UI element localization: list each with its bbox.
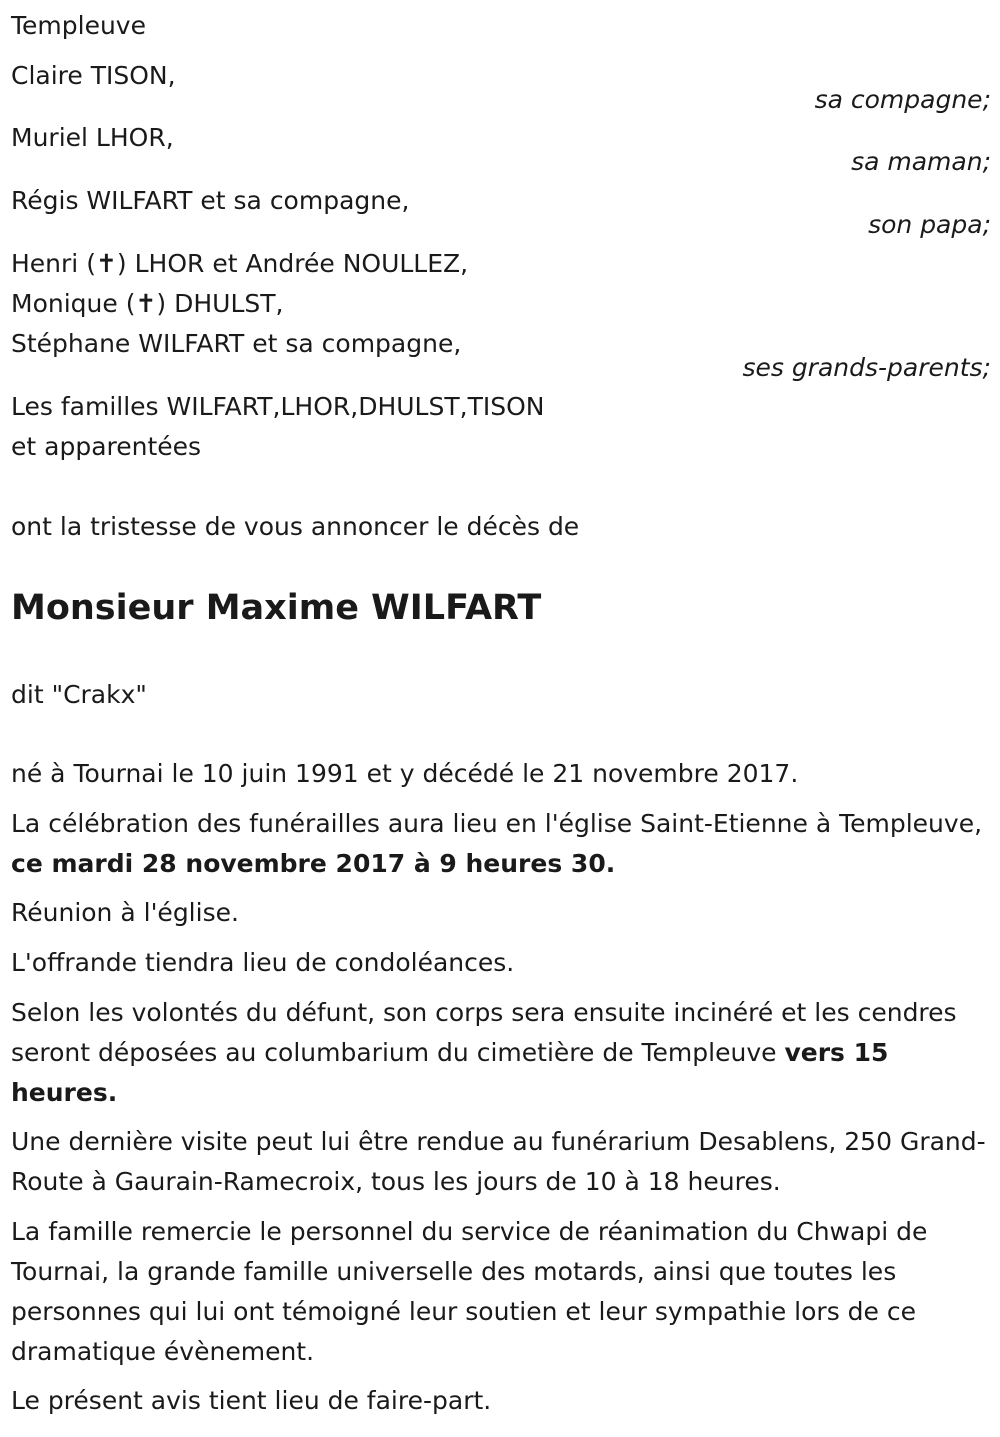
location: Templeuve [11,11,146,40]
meeting: Réunion à l'église. [11,898,239,927]
families-line-1: Les familles WILFART,LHOR,DHULST,TISON [11,392,545,421]
partner-role: sa compagne; [814,85,991,114]
mother-name: Muriel LHOR, [11,123,174,152]
closing: Le présent avis tient lieu de faire-part. [11,1386,492,1415]
grandparents-line-3: Stéphane WILFART et sa compagne, [11,329,462,358]
cremation-time: vers 15 heures. [11,1038,889,1107]
visit-paragraph: Une dernière visite peut lui être rendue au funérarium Desablens, 250 Grand-Route à Gaurain-Ramecroix, tous les jours de 10 à 18 heures. [11,1127,986,1196]
funeral-datetime: ce mardi 28 novembre 2017 à 9 heures 30. [11,849,616,878]
birth-death: né à Tournai le 10 juin 1991 et y décédé le 21 novembre 2017. [11,759,799,788]
thanks-paragraph: La famille remercie le personnel du service de réanimation du Chwapi de Tournai, la grande famille universelle des motards, ainsi que toutes les personnes qui lui ont témoigné leur soutien et leur sympathie lors de ce dramatique évènement. [11,1217,928,1366]
families-line-2: et apparentées [11,432,202,461]
offering: L'offrande tiendra lieu de condoléances. [11,948,515,977]
announcement-intro: ont la tristesse de vous annoncer le décès de [11,512,580,541]
mother-role: sa maman; [851,147,991,176]
cremation-text: Selon les volontés du défunt, son corps sera ensuite incinéré et les cendres seront déposées au columbarium du cimetière de Templeuve [11,998,957,1067]
grandparents-role: ses grands-parents; [742,353,991,382]
deceased-name: Monsieur Maxime WILFART [11,588,542,628]
father-role: son papa; [868,210,991,239]
nickname: dit "Crakx" [11,680,147,709]
grandparents-line-2: Monique (✝) DHULST, [11,289,284,318]
partner-name: Claire TISON, [11,61,176,90]
grandparents-line-1: Henri (✝) LHOR et Andrée NOULLEZ, [11,249,469,278]
funeral-text: La célébration des funérailles aura lieu en l'église Saint-Etienne à Templeuve, [11,809,983,838]
father-name: Régis WILFART et sa compagne, [11,186,410,215]
funeral-paragraph [11,804,991,884]
cremation-paragraph [11,993,991,1113]
